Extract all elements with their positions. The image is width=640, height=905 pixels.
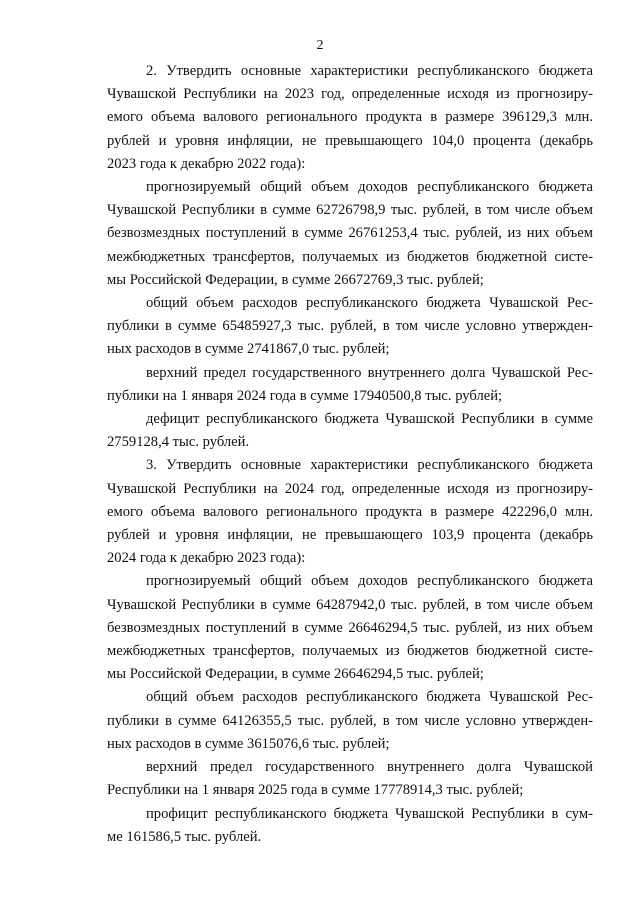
text-line: емого объема валового регионального продукта в размере 422296,0 млн. [107,503,593,520]
text-line: безвозмездных поступлений в сумме 26646294,5 тыс. рублей, из них объем [107,619,593,636]
text-line: межбюджетных трансфертов, получаемых из бюджетов бюджетной систе- [107,643,593,660]
text-line: ме 161586,5 тыс. рублей. [107,828,262,845]
text-line: публики в сумме 65485927,3 тыс. рублей, в том числе условно утвержден- [107,318,593,335]
text-line: профицит республиканского бюджета Чувашской Республики в сум- [146,805,593,822]
text-line: общий объем расходов республиканского бюджета Чувашской Рес- [146,295,593,312]
text-line: Чувашской Республики на 2024 год, определенные исходя из прогнозиру- [107,480,593,497]
paragraph [107,803,593,849]
text-line: мы Российской Федерации, в сумме 26646294,5 тыс. рублей; [107,666,484,683]
text-line: прогнозируемый общий объем доходов республиканского бюджета [146,573,593,590]
paragraph [107,408,593,454]
text-line: 2759128,4 тыс. рублей. [107,434,250,451]
text-line: 2023 года к декабрю 2022 года): [107,155,306,172]
paragraph [107,454,593,570]
text-line: ных расходов в сумме 2741867,0 тыс. рублей; [107,341,390,358]
text-line: емого объема валового регионального продукта в размере 396129,3 млн. [107,109,593,126]
text-line: межбюджетных трансфертов, получаемых из бюджетов бюджетной систе- [107,248,593,265]
text-line: Чувашской Республики в сумме 62726798,9 тыс. рублей, в том числе объем [107,202,593,219]
paragraph [107,60,593,176]
text-line: прогнозируемый общий объем доходов республиканского бюджета [146,179,593,196]
text-line: 2024 года к декабрю 2023 года): [107,550,306,567]
text-line: мы Российской Федерации, в сумме 26672769,3 тыс. рублей; [107,271,484,288]
text-line: публики на 1 января 2024 года в сумме 17940500,8 тыс. рублей; [107,387,503,404]
text-line: верхний предел государственного внутреннего долга Чувашской Рес- [146,364,593,381]
text-line: дефицит республиканского бюджета Чувашской Республики в сумме [146,411,593,428]
text-line: 3. Утвердить основные характеристики республиканского бюджета [146,457,593,474]
page-number: 2 [316,38,324,53]
text-line: Чувашской Республики в сумме 64287942,0 тыс. рублей, в том числе объем [107,596,593,613]
text-line: рублей и уровня инфляции, не превышающего 103,9 процента (декабрь [107,527,593,544]
document-body [107,60,593,849]
text-line: публики в сумме 64126355,5 тыс. рублей, в том числе условно утвержден- [107,712,593,729]
paragraph [107,362,593,408]
text-line: Чувашской Республики на 2023 год, определенные исходя из прогнозиру- [107,86,593,103]
text-line: рублей и уровня инфляции, не превышающего 104,0 процента (декабрь [107,132,593,149]
text-line: Республики на 1 января 2025 года в сумме 17778914,3 тыс. рублей; [107,782,524,799]
text-line: общий объем расходов республиканского бюджета Чувашской Рес- [146,689,593,706]
text-line: верхний предел государственного внутреннего долга Чувашской [146,759,593,776]
paragraph [107,176,593,292]
paragraph [107,292,593,362]
paragraph [107,570,593,686]
text-line: безвозмездных поступлений в сумме 26761253,4 тыс. рублей, из них объем [107,225,593,242]
text-line: ных расходов в сумме 3615076,6 тыс. рублей; [107,735,390,752]
paragraph [107,756,593,802]
paragraph [107,686,593,756]
text-line: 2. Утвердить основные характеристики республиканского бюджета [146,63,593,79]
